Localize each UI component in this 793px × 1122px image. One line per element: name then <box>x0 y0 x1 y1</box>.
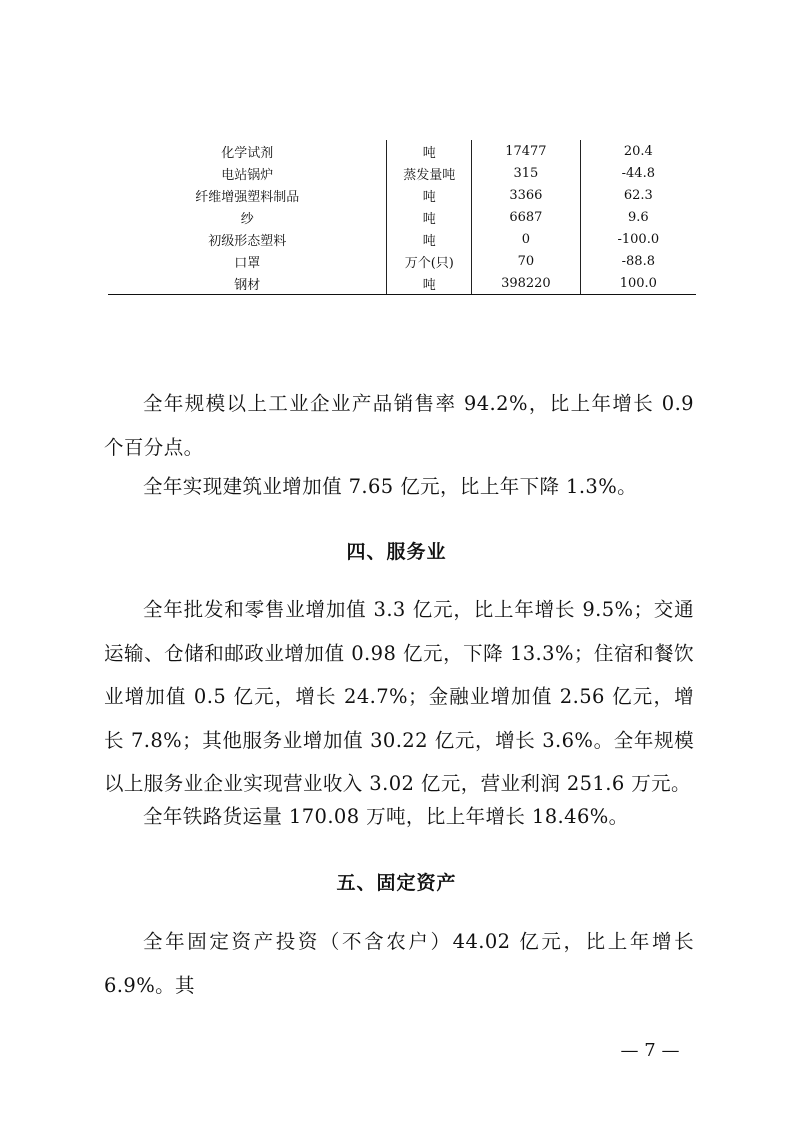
output-cell: 315 <box>472 162 580 184</box>
output-cell: 0 <box>472 228 580 250</box>
growth-cell: 20.4 <box>580 140 696 162</box>
growth-cell: -88.8 <box>580 250 696 272</box>
unit-cell: 吨 <box>387 184 472 206</box>
unit-cell: 吨 <box>387 272 472 295</box>
paragraph-railway-freight: 全年铁路货运量 170.08 万吨，比上年增长 18.46%。 <box>143 805 629 828</box>
growth-cell: -44.8 <box>580 162 696 184</box>
unit-cell: 吨 <box>387 140 472 162</box>
page-number: — 7 — <box>620 1040 680 1061</box>
output-cell: 70 <box>472 250 580 272</box>
paragraph-fixed-assets: 全年固定资产投资（不含农户）44.02 亿元，比上年增长 6.9%。其 <box>104 930 694 997</box>
section-heading-services: 四、服务业 <box>346 541 447 563</box>
product-name-cell: 纤维增强塑料制品 <box>195 189 300 205</box>
product-name-cell: 化学试剂 <box>221 145 274 161</box>
table-row <box>108 184 696 206</box>
unit-cell: 吨 <box>387 206 472 228</box>
product-name-cell: 纱 <box>240 211 254 227</box>
unit-cell: 万个(只) <box>387 250 472 272</box>
table-row <box>108 140 696 162</box>
table-row <box>108 250 696 272</box>
paragraph-services: 全年批发和零售业增加值 3.3 亿元，比上年增长 9.5%；交通运输、仓储和邮政业增加值 0.98 亿元，下降 13.3%；住宿和餐饮业增加值 0.5 亿元，增长 24.7%；金融业增加值 2.56 亿元，增长 7.8%；其他服务业增加值 30.22 亿元，增长 3.6%。全年规模以上服务业企业实现营业收入 3.02 亿元，营业利润 251.6 万元。 <box>104 598 694 795</box>
growth-cell: 9.6 <box>580 206 696 228</box>
table-row <box>108 206 696 228</box>
growth-cell: -100.0 <box>580 228 696 250</box>
table-row <box>108 228 696 250</box>
product-name-cell: 口罩 <box>234 255 261 271</box>
product-name-cell: 电站锅炉 <box>221 167 274 183</box>
paragraph-construction: 全年实现建筑业增加值 7.65 亿元，比上年下降 1.3%。 <box>143 475 638 498</box>
growth-cell: 62.3 <box>580 184 696 206</box>
output-cell: 6687 <box>472 206 580 228</box>
product-name-cell: 初级形态塑料 <box>208 233 287 249</box>
unit-cell: 吨 <box>387 228 472 250</box>
product-output-table <box>108 140 696 295</box>
paragraph-sales-rate: 全年规模以上工业企业产品销售率 94.2%，比上年增长 0.9 个百分点。 <box>104 392 694 459</box>
section-heading-fixed-assets: 五、固定资产 <box>336 872 457 894</box>
unit-cell: 蒸发量吨 <box>387 162 472 184</box>
output-cell: 3366 <box>472 184 580 206</box>
product-name-cell: 钢材 <box>108 272 387 295</box>
output-cell: 398220 <box>472 272 580 295</box>
table-row <box>108 162 696 184</box>
growth-cell: 100.0 <box>580 272 696 295</box>
output-cell: 17477 <box>472 140 580 162</box>
table-row <box>108 272 696 295</box>
